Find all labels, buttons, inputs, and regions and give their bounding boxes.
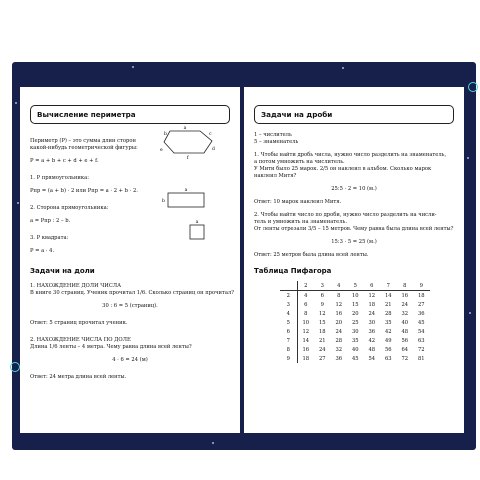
section-header-fractions: Задачи на дроби [254,105,454,124]
table-cell: 63 [384,355,392,362]
hexagon-shape [164,131,212,153]
table-cell: 42 [384,328,392,335]
table-cell: 27 [417,301,425,308]
share-task2-title: 2. НАХОЖДЕНИЕ ЧИСЛА ПО ДОЛЕ [30,337,131,343]
table-row [280,318,430,327]
task2-answer: Ответ: 25 метров была длина всей ленты. [254,252,369,258]
table-cell: 14 [384,292,392,299]
header-cell: 9 [413,281,430,291]
left-page [20,87,240,433]
table-cell: 8 [337,292,341,299]
table-cell: 24 [335,328,343,335]
star [212,442,214,444]
table-cell: 42 [368,337,376,344]
table-cell: 49 [384,337,392,344]
table-cell: 32 [401,310,409,317]
rule1-line2: а потом умножить на числитель. [254,159,345,165]
table-cell: 45 [417,319,425,326]
rule1-line1: 1. Чтобы найти дробь числа, нужно число разделить на знаменатель, [254,152,447,158]
table-cell: 18 [368,301,376,308]
share-task2-answer: Ответ: 24 метра длина всей ленты. [30,374,127,380]
table-cell: 12 [368,292,376,299]
table-cell: 28 [384,310,392,317]
table-cell: 40 [401,319,409,326]
right-page [244,87,464,433]
rect-formula: Pпр = (a + b) · 2 или Pпр = a · 2 + b · 2. [30,188,138,194]
header-cell: 5 [347,281,364,291]
table-cell: 8 [280,345,297,354]
table-cell: 21 [384,301,392,308]
table-cell: 12 [335,301,343,308]
shape-label-d: d [212,147,215,152]
numerator-label: 1 – числитель [254,132,292,138]
header-cell: 6 [364,281,381,291]
table-row [280,309,430,318]
side-formula: a = Pпр : 2 – b. [30,218,71,224]
table-cell: 20 [351,310,359,317]
table-cell: 72 [401,355,409,362]
table-cell: 64 [401,346,409,353]
star [17,202,19,204]
table-cell: 6 [304,301,308,308]
header-cell: 3 [314,281,331,291]
table-cell: 15 [318,319,326,326]
table-cell: 24 [401,301,409,308]
planet-icon [468,82,478,92]
table-cell: 16 [335,310,343,317]
table-cell: 63 [417,337,425,344]
shape-label-f: f [187,156,189,161]
table-cell: 20 [335,319,343,326]
table-cell: 18 [318,328,326,335]
shape-label-a: a [183,126,187,131]
star [132,66,134,68]
table-cell: 30 [368,319,376,326]
table-cell: 56 [401,337,409,344]
table-cell: 36 [335,355,343,362]
table-header-row [280,281,430,291]
table-cell: 14 [302,337,310,344]
table-cell: 48 [368,346,376,353]
header-cell: 8 [397,281,414,291]
table-cell: 30 [351,328,359,335]
task1-calc: 25:5 · 2 = 10 (м.) [331,186,377,192]
square-formula: P = a · 4. [30,248,55,254]
star [469,312,471,314]
side-title: 2. Сторона прямоугольника: [30,205,109,211]
table-cell: 3 [280,300,297,309]
shape-label-c: c [209,132,212,137]
rule2-line2: тель и умножить на знаменатель. [254,219,347,225]
table-cell: 45 [351,355,359,362]
star [342,67,344,69]
table-cell: 81 [417,355,425,362]
task1-line2: наклеил Митя? [254,173,297,179]
perimeter-formula: P = a + b + c + d + e + f. [30,158,99,164]
shape-label-e: e [160,148,163,153]
table-cell: 15 [351,301,359,308]
share-task1-calc: 30 : 6 = 5 (страниц). [102,303,158,309]
pythagoras-title: Таблица Пифагора [254,267,332,275]
square-label-a: a [195,220,199,225]
table-cell: 12 [318,310,326,317]
table-cell: 35 [384,319,392,326]
section-header-perimeter: Вычисление периметра [30,105,230,124]
share-task2-calc: 4 · 6 = 24 (м) [112,357,148,363]
table-cell: 16 [302,346,310,353]
table-cell: 18 [417,292,425,299]
square-shape [190,225,204,239]
star [15,102,17,104]
table-cell: 54 [368,355,376,362]
table-cell: 54 [417,328,425,335]
table-cell: 24 [368,310,376,317]
table-cell: 48 [401,328,409,335]
rule2-line1: 2. Чтобы найти число по дроби, нужно число разделить на числи- [254,212,437,218]
table-cell: 10 [351,292,359,299]
table-cell: 4 [304,292,308,299]
planet-icon [10,362,20,372]
share-task1-title: 1. НАХОЖДЕНИЕ ДОЛИ ЧИСЛА [30,283,122,289]
table-cell: 24 [318,346,326,353]
table-cell: 9 [320,301,324,308]
header-cell: 7 [380,281,397,291]
table-cell: 56 [384,346,392,353]
task2-text: От ленты отрезали 3/5 – 15 метров. Чему равна была длина всей ленты? [254,226,454,232]
share-task1-answer: Ответ: 5 страниц прочитал ученик. [30,320,128,326]
shapes-diagram [160,125,230,255]
table-cell: 7 [280,336,297,345]
task1-answer: Ответ: 10 марок наклеил Митя. [254,199,342,205]
rect-label-a: a [184,188,188,193]
square-title: 3. Р квадрата: [30,235,69,241]
table-cell: 40 [351,346,359,353]
table-cell: 18 [302,355,310,362]
header-cell: 4 [331,281,348,291]
table-cell: 27 [318,355,326,362]
table-cell: 16 [401,292,409,299]
table-cell: 28 [335,337,343,344]
header-cell: 2 [297,281,314,291]
table-row [280,336,430,345]
pythagoras-table [280,281,430,363]
task1-line1: У Мити было 25 марок. 2/5 он наклеил в альбом. Сколько марок [254,166,432,172]
table-row [280,327,430,336]
rect-label-b: b [162,199,165,204]
perimeter-intro-1: Периметр (Р) – это сумма длин сторон [30,138,136,144]
share-task2-text: Длина 1/6 ленты – 4 метра. Чему равна длина всей ленты? [30,344,192,350]
rect-title: 1. Р прямоугольника: [30,175,89,181]
perimeter-intro-2: какой-нибудь геометрической фигуры: [30,145,138,151]
table-cell: 36 [417,310,425,317]
rectangle-shape [168,193,204,207]
table-cell: 36 [368,328,376,335]
share-task1-text: В книге 30 страниц. Ученик прочитал 1/6. Сколько страниц он прочитал? [30,290,235,296]
table-row [280,291,430,301]
star [467,157,469,159]
table-cell: 5 [280,318,297,327]
table-row [280,300,430,309]
table-cell: 12 [302,328,310,335]
table-cell: 35 [351,337,359,344]
table-cell: 2 [280,291,297,301]
table-cell: 32 [335,346,343,353]
table-cell: 10 [302,319,310,326]
table-cell: 6 [280,327,297,336]
task2-calc: 15:3 · 5 = 25 (м.) [331,239,377,245]
denominator-label: 5 – знаменатель [254,139,299,145]
table-cell: 6 [320,292,324,299]
table-cell: 9 [280,354,297,363]
table-cell: 4 [280,309,297,318]
section-title-shares: Задачи на доли [30,267,95,275]
table-cell: 72 [417,346,425,353]
table-cell: 8 [304,310,308,317]
shape-label-b: b [164,132,167,137]
table-row [280,354,430,363]
header-cell [280,281,297,291]
table-row [280,345,430,354]
table-cell: 21 [318,337,326,344]
table-cell: 25 [351,319,359,326]
